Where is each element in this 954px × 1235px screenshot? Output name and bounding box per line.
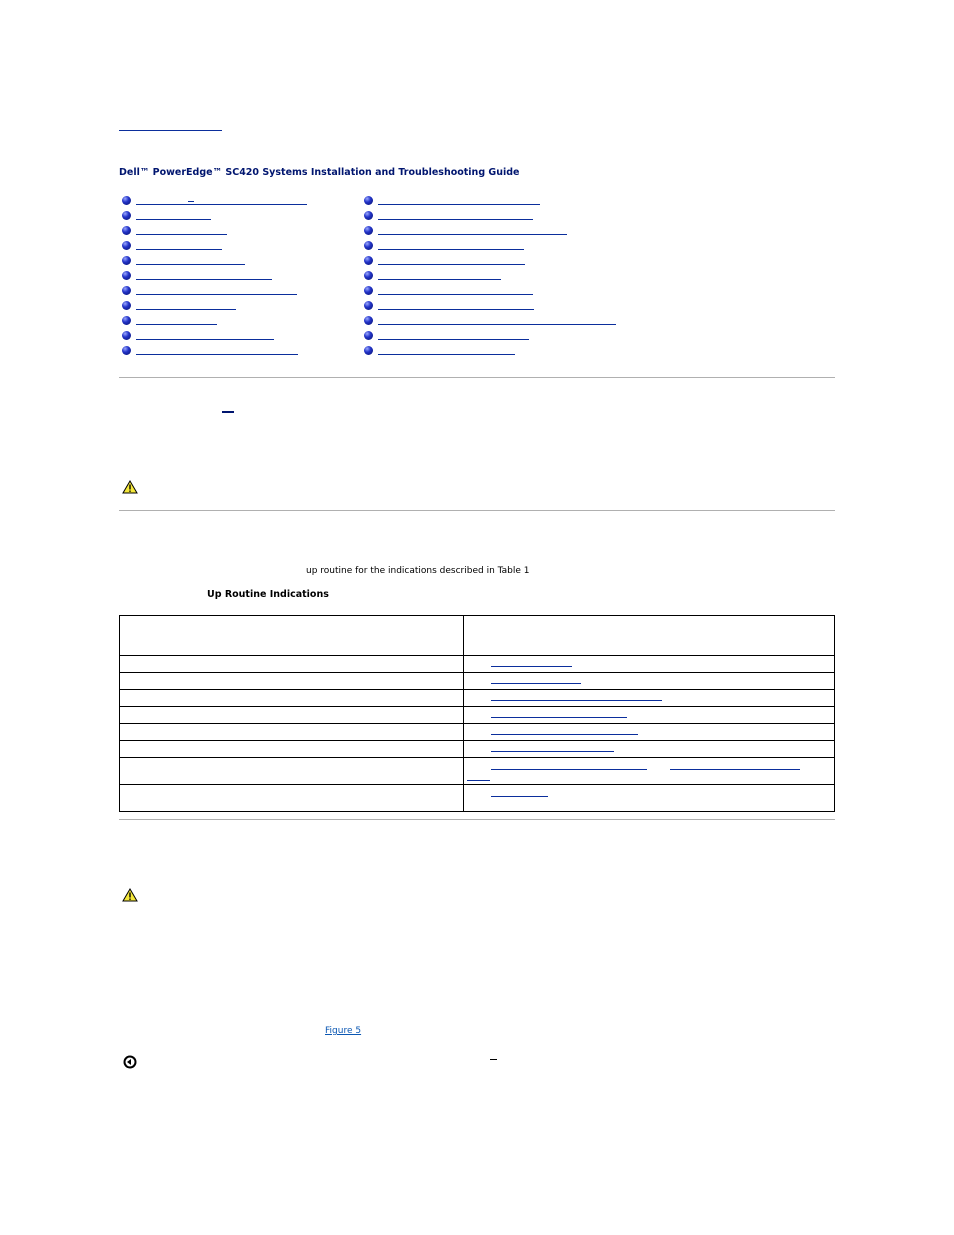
section-divider: [119, 377, 835, 378]
table-cell-link[interactable]: [670, 769, 800, 770]
toc-link[interactable]: [378, 324, 616, 325]
table-caption: Up Routine Indications: [207, 589, 329, 600]
toc-bullet: [364, 301, 373, 310]
table-cell-link[interactable]: [491, 796, 548, 797]
toc-bullet: [122, 301, 131, 310]
toc-link[interactable]: [136, 354, 298, 355]
table-cell: [464, 785, 835, 812]
notice-mark: [490, 1059, 497, 1060]
toc-bullet: [122, 241, 131, 250]
table-cell: [120, 785, 464, 812]
table-row: [120, 724, 835, 741]
toc-bullet: [122, 256, 131, 265]
table-row: [120, 690, 835, 707]
toc-link[interactable]: [378, 219, 533, 220]
table-cell-link[interactable]: [491, 751, 614, 752]
toc-bullet: [364, 256, 373, 265]
toc-link[interactable]: [378, 309, 534, 310]
toc-link[interactable]: [136, 279, 272, 280]
section-divider: [119, 510, 835, 511]
toc-link[interactable]: [136, 219, 211, 220]
table-cell: [464, 673, 835, 690]
toc-link[interactable]: [378, 294, 533, 295]
toc-bullet: [122, 196, 131, 205]
startup-indications-table: [119, 615, 835, 812]
table-cell-link[interactable]: [491, 769, 647, 770]
toc-link[interactable]: [136, 294, 297, 295]
toc-bullet: [364, 241, 373, 250]
figure-link[interactable]: Figure 5: [325, 1026, 362, 1036]
toc-bullet: [364, 271, 373, 280]
table-cell: [120, 673, 464, 690]
table-cell-link[interactable]: [467, 780, 490, 781]
table-cell: [464, 741, 835, 758]
toc-link[interactable]: [378, 279, 501, 280]
table-cell-link[interactable]: [491, 734, 638, 735]
toc-link[interactable]: [136, 249, 222, 250]
table-cell: [464, 758, 835, 785]
table-header-row: [120, 616, 835, 656]
toc-link[interactable]: [378, 249, 524, 250]
toc-link[interactable]: [136, 234, 227, 235]
table-header-cell: [120, 616, 464, 656]
toc-bullet: [364, 331, 373, 340]
table-cell: [464, 707, 835, 724]
table-cell: [120, 690, 464, 707]
toc-link[interactable]: [378, 354, 515, 355]
table-cell-link[interactable]: [491, 717, 627, 718]
table-cell-link[interactable]: [491, 666, 572, 667]
table-row: [120, 673, 835, 690]
toc-bullet: [364, 211, 373, 220]
table-cell: [120, 741, 464, 758]
table-cell: [464, 690, 835, 707]
section-divider: [119, 819, 835, 820]
notice-icon: [123, 1055, 137, 1069]
toc-bullet: [122, 331, 131, 340]
toc-bullet: [122, 226, 131, 235]
back-to-contents-link[interactable]: [119, 130, 222, 131]
table-cell: [120, 758, 464, 785]
toc-bullet: [364, 316, 373, 325]
toc-bullet: [122, 211, 131, 220]
toc-bullet: [122, 346, 131, 355]
table-cell: [464, 724, 835, 741]
table-header-cell: [464, 616, 835, 656]
table-row: [120, 785, 835, 812]
warning-triangle-icon: [122, 888, 138, 902]
toc-link[interactable]: [136, 204, 307, 205]
table-row: [120, 656, 835, 673]
table-cell: [120, 656, 464, 673]
toc-link[interactable]: [136, 264, 245, 265]
toc-link[interactable]: [378, 204, 540, 205]
toc-link[interactable]: [378, 339, 529, 340]
toc-bullet: [122, 286, 131, 295]
toc-link[interactable]: [136, 339, 274, 340]
toc-bullet: [122, 271, 131, 280]
table-cell-link[interactable]: [491, 700, 662, 701]
guide-title: Dell™ PowerEdge™ SC420 Systems Installation and Troubleshooting Guide: [119, 167, 520, 178]
table-cell: [120, 724, 464, 741]
toc-link[interactable]: [378, 234, 567, 235]
toc-link-mark: [188, 201, 194, 202]
table-row: [120, 758, 835, 785]
table-cell-link[interactable]: [491, 683, 581, 684]
toc-bullet: [364, 346, 373, 355]
toc-bullet: [364, 196, 373, 205]
toc-bullet: [364, 226, 373, 235]
toc-bullet: [122, 316, 131, 325]
toc-link[interactable]: [136, 324, 217, 325]
startup-routine-text: up routine for the indications described in Table 1: [306, 566, 530, 576]
table-cell: [464, 656, 835, 673]
anchor-mark: [222, 411, 234, 413]
warning-triangle-icon: [122, 480, 138, 494]
toc-link[interactable]: [136, 309, 236, 310]
toc-bullet: [364, 286, 373, 295]
toc-link[interactable]: [378, 264, 525, 265]
table-cell: [120, 707, 464, 724]
table-row: [120, 741, 835, 758]
table-row: [120, 707, 835, 724]
